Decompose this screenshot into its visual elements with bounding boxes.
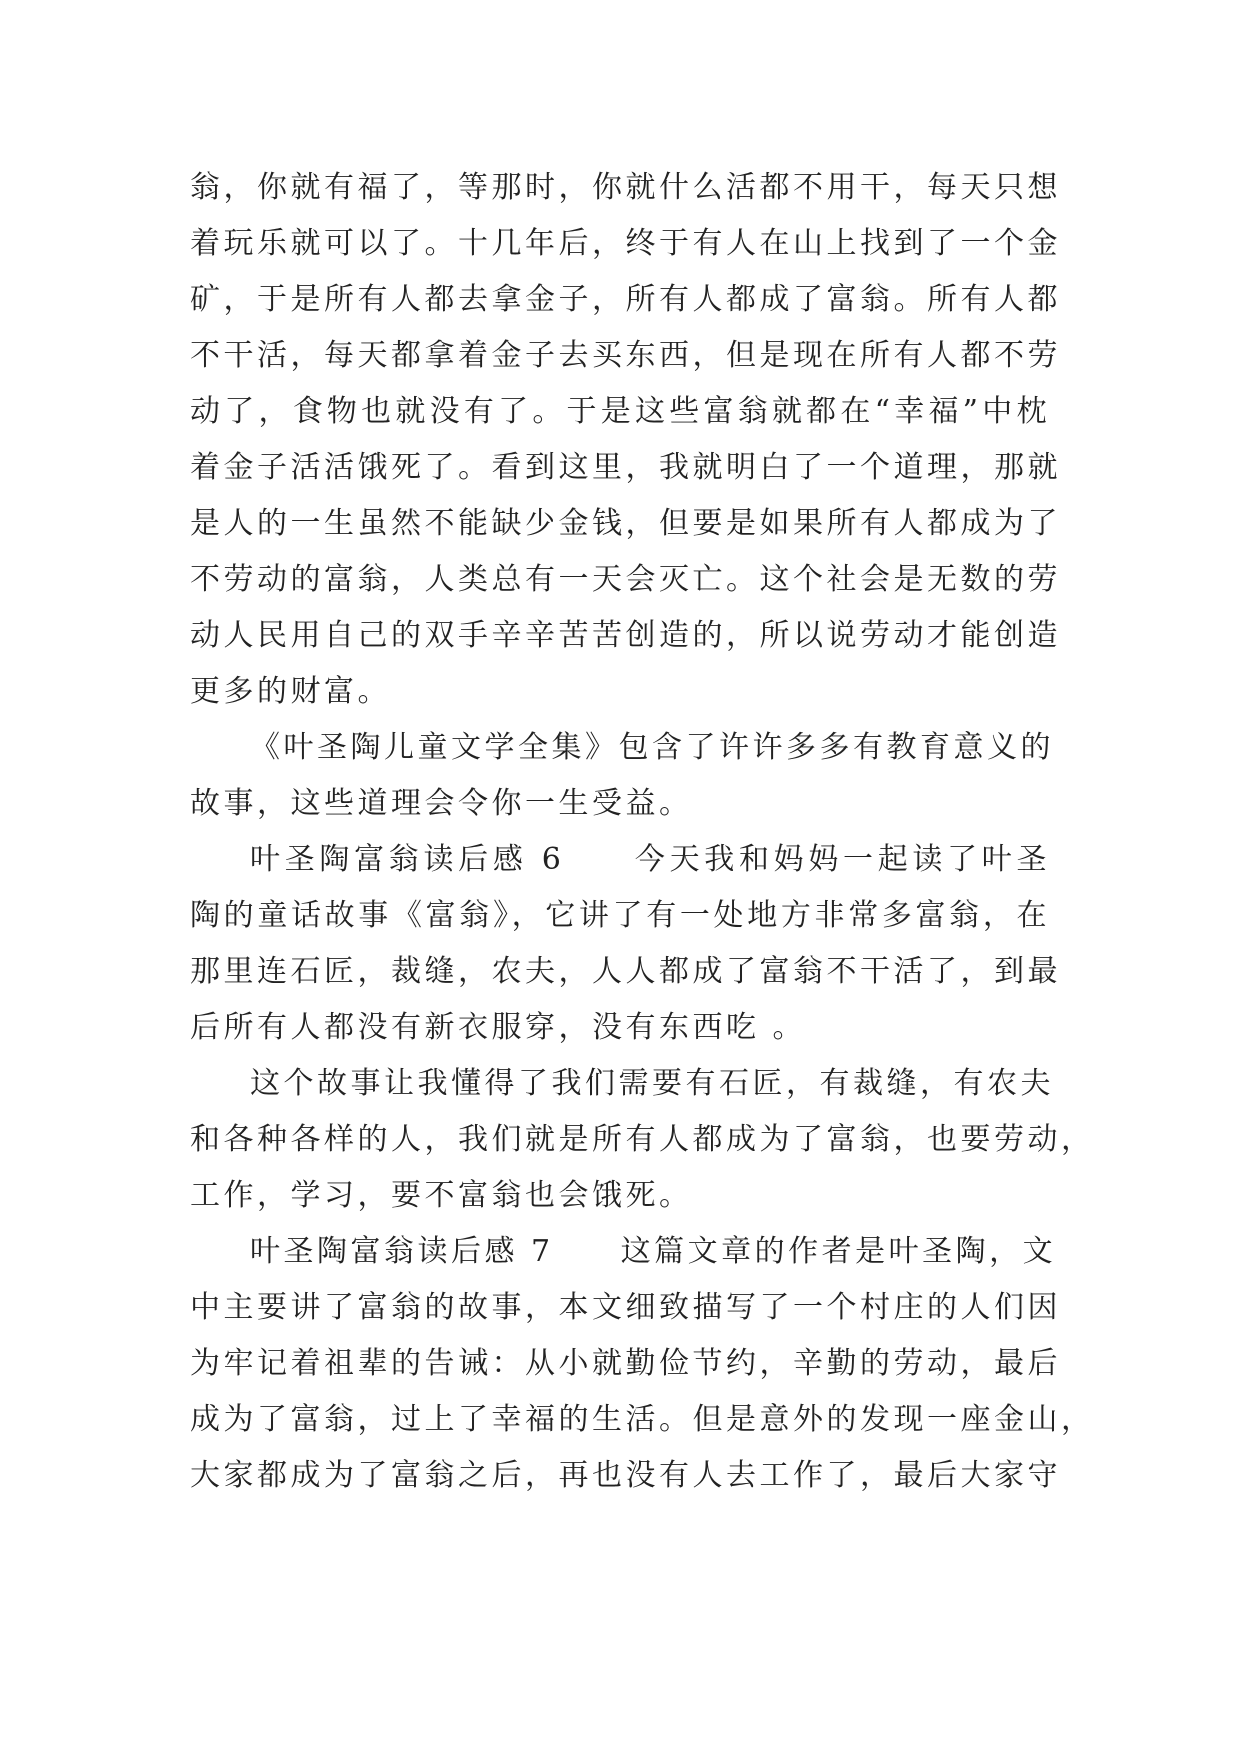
document-body — [190, 160, 1095, 1504]
paragraph — [190, 160, 1061, 720]
paragraph — [190, 1224, 1095, 1504]
text-line: 动了，食物也就没有了。于是这些富翁就都在“幸福”中枕 — [190, 394, 1050, 429]
text-line: 《叶圣陶儿童文学全集》包含了许许多多有教育意义的 — [250, 730, 1054, 765]
text-line: 后所有人都没有新衣服穿，没有东西吃 。 — [190, 1010, 807, 1045]
text-line: 矿，于是所有人都去拿金子，所有人都成了富翁。所有人都 — [190, 282, 1061, 317]
paragraph — [190, 720, 1054, 832]
text-line: 叶圣陶富翁读后感 6 今天我和妈妈一起读了叶圣 — [250, 842, 1050, 877]
text-line: 陶的童话故事《富翁》，它讲了有一处地方非常多富翁，在 — [190, 898, 1050, 933]
text-line: 翁，你就有福了，等那时，你就什么活都不用干，每天只想 — [190, 170, 1061, 205]
text-line: 是人的一生虽然不能缺少金钱，但要是如果所有人都成为了 — [190, 506, 1061, 541]
text-line: 故事，这些道理会令你一生受益。 — [190, 786, 693, 821]
text-line: 这个故事让我懂得了我们需要有石匠，有裁缝，有农夫 — [250, 1066, 1054, 1101]
text-line: 为牢记着祖辈的告诫：从小就勤俭节约，辛勤的劳动，最后 — [190, 1346, 1061, 1381]
text-line: 成为了富翁，过上了幸福的生活。但是意外的发现一座金山， — [190, 1402, 1095, 1437]
text-line: 不干活，每天都拿着金子去买东西，但是现在所有人都不劳 — [190, 338, 1061, 373]
text-line: 大家都成为了富翁之后，再也没有人去工作了，最后大家守 — [190, 1458, 1061, 1493]
text-line: 更多的财富。 — [190, 674, 391, 709]
text-line: 中主要讲了富翁的故事，本文细致描写了一个村庄的人们因 — [190, 1290, 1061, 1325]
paragraph — [190, 1056, 1095, 1224]
text-line: 着金子活活饿死了。看到这里，我就明白了一个道理，那就 — [190, 450, 1061, 485]
paragraph — [190, 832, 1061, 1056]
text-line: 和各种各样的人，我们就是所有人都成为了富翁，也要劳动， — [190, 1122, 1095, 1157]
text-line: 不劳动的富翁，人类总有一天会灭亡。这个社会是无数的劳 — [190, 562, 1061, 597]
text-line: 工作，学习，要不富翁也会饿死。 — [190, 1178, 693, 1213]
text-line: 动人民用自己的双手辛辛苦苦创造的，所以说劳动才能创造 — [190, 618, 1061, 653]
text-line: 那里连石匠，裁缝，农夫，人人都成了富翁不干活了，到最 — [190, 954, 1061, 989]
text-line: 着玩乐就可以了。十几年后，终于有人在山上找到了一个金 — [190, 226, 1061, 261]
text-line: 叶圣陶富翁读后感 7 这篇文章的作者是叶圣陶，文 — [250, 1234, 1057, 1269]
